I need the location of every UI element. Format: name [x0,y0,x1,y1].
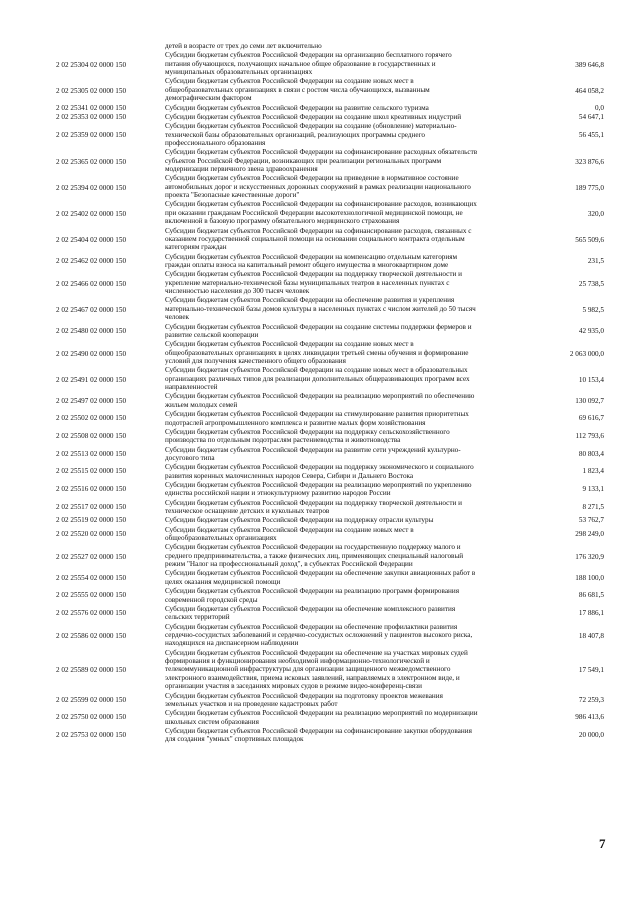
description-line: земельных участков и на проведение кадастровых работ [165,699,338,708]
description-line: Субсидии бюджетам субъектов Российской Федерации на создание системы поддержки фермеров и [165,322,472,331]
description-line: условий для получения качественного общего образования [165,357,346,365]
budget-code: 2 02 25305 02 0000 150 [56,86,127,95]
description-line: общеобразовательных организациях в связи с ростом числа обучающихся, вызванным [165,85,430,94]
description-line: Субсидии бюджетам субъектов Российской Федерации на создание новых мест в [165,340,414,349]
description-line: Субсидии бюджетам субъектов Российской Федерации на создание новых мест в [165,77,414,86]
description-line: Субсидии бюджетам субъектов Российской Федерации на софинансирование расходов, связанных с [165,226,472,235]
description-line: муниципальных образовательных организациях [165,68,313,77]
description-line: жильем молодых семей [165,400,238,409]
description-line: Субсидии бюджетам субъектов Российской Федерации на подготовку проектов межевания [165,691,443,700]
description-line: питания обучающихся, получающих начальное общее образование в государственных и [165,59,436,68]
table-row [0,709,640,726]
description-line: Субсидии бюджетам субъектов Российской Федерации на организацию бесплатного горячего [165,51,452,60]
budget-code: 2 02 25404 02 0000 150 [56,235,127,244]
table-row [0,51,640,76]
page-number: 7 [599,836,606,851]
description-line: Субсидии бюджетам субъектов Российской Федерации на обеспечение на участках мировых судей [165,648,468,657]
amount-value: 9 133,1 [582,485,604,494]
budget-code: 2 02 25508 02 0000 150 [56,431,127,440]
table-row [0,428,640,445]
amount-value: 54 647,1 [578,112,604,121]
amount-value: 72 259,3 [578,695,604,704]
budget-code: 2 02 25753 02 0000 150 [56,731,127,740]
budget-code: 2 02 25513 02 0000 150 [56,449,127,458]
table-row [0,366,640,391]
row-description [165,296,537,321]
budget-code: 2 02 25467 02 0000 150 [56,305,127,314]
description-line: оказанием государственной социальной помощи на основании социального контракта отдельным [165,234,465,243]
table-row [0,410,640,427]
description-line: находящихся на диспансерном наблюдении [165,639,299,648]
description-line: производства по отдельным подотраслям растениеводства и животноводства [165,436,401,445]
description-line: Субсидии бюджетам субъектов Российской Федерации на софинансирование расходных обязательств [165,148,478,157]
description-line: профессионального образования [165,138,266,147]
table-row [0,481,640,498]
table-row [0,516,640,524]
description-line: современной городской среды [165,595,258,604]
table-row [0,77,640,102]
row-description [165,605,537,622]
description-line: развитие сельской кооперации [165,330,259,339]
amount-value: 112 793,6 [575,431,604,440]
budget-code: 2 02 25516 02 0000 150 [56,485,127,494]
description-line: Субсидии бюджетам субъектов Российской Федерации на поддержку творческой деятельности и [165,270,462,279]
amount-value: 298 249,0 [575,529,604,538]
description-line: при оказании гражданам Российской Федерации высокотехнологичной медицинской помощи, не [165,208,463,217]
budget-code: 2 02 25466 02 0000 150 [56,279,127,288]
amount-value: 56 455,1 [578,131,604,140]
description-line: развития коренных малочисленных народов Севера, Сибири и Дальнего Востока [165,471,414,480]
row-description [165,77,537,102]
budget-code: 2 02 25517 02 0000 150 [56,502,127,511]
row-description [165,42,537,50]
budget-code: 2 02 25359 02 0000 150 [56,131,127,140]
table-row [0,42,640,50]
table-row [0,587,640,604]
description-line: материально-технической базы домов культуры в населенных пунктах с числом жителей до 50 тысяч [165,304,476,313]
table-row [0,104,640,112]
description-line: Субсидии бюджетам субъектов Российской Федерации на создание новых мест в образовательных [165,366,468,375]
table-row [0,270,640,295]
budget-code: 2 02 25353 02 0000 150 [56,112,127,121]
budget-code: 2 02 25304 02 0000 150 [56,60,127,69]
row-description [165,51,537,76]
description-line: общеобразовательных организациях [165,534,277,542]
budget-code: 2 02 25554 02 0000 150 [56,573,127,582]
description-line: Субсидии бюджетам субъектов Российской Федерации на софинансирование расходов, возникающих [165,200,477,209]
description-line: школьных систем образования [165,717,259,726]
amount-value: 17 549,1 [578,666,604,675]
budget-code: 2 02 25599 02 0000 150 [56,695,127,704]
table-row [0,122,640,147]
row-description [165,692,537,709]
description-line: технической базы образовательных организаций, реализующих программы среднего [165,130,425,139]
budget-code: 2 02 25341 02 0000 150 [56,103,127,112]
description-line: Субсидии бюджетам субъектов Российской Федерации на поддержку творческой деятельности и [165,498,462,507]
row-description [165,623,537,648]
amount-value: 565 509,6 [575,235,604,244]
row-description [165,463,537,480]
row-description [165,323,537,340]
description-line: Субсидии бюджетам субъектов Российской Федерации на развитие сети учреждений культурно- [165,445,461,454]
description-line: автомобильных дорог и искусственных дорожных сооружений в рамках реализации национального [165,182,471,191]
budget-code: 2 02 25750 02 0000 150 [56,713,127,722]
table-row [0,296,640,321]
amount-value: 5 982,5 [582,305,604,314]
description-line: Субсидии бюджетам субъектов Российской Федерации на реализацию мероприятий по модернизации [165,709,478,718]
budget-code: 2 02 25365 02 0000 150 [56,157,127,166]
row-description [165,516,537,524]
amount-value: 323 876,6 [575,157,604,166]
table-row [0,543,640,568]
amount-value: 8 271,5 [582,502,604,511]
description-line: Субсидии бюджетам субъектов Российской Федерации на реализацию мероприятий по укреплению [165,480,472,489]
description-line: Субсидии бюджетам субъектов Российской Федерации на обеспечение комплексного развития [165,604,456,613]
description-line: Субсидии бюджетам субъектов Российской Федерации на обеспечение профилактики развития [165,622,458,631]
table-row [0,113,640,121]
table-row [0,392,640,409]
budget-code: 2 02 25502 02 0000 150 [56,414,127,423]
amount-value: 130 092,7 [575,396,604,405]
budget-code: 2 02 25520 02 0000 150 [56,529,127,538]
description-line: среднего предпринимательства, а также физических лиц, применяющих специальный налоговый [165,551,464,560]
row-description [165,253,537,270]
description-line: Субсидии бюджетам субъектов Российской Федерации на развитие сельского туризма [165,103,429,112]
table-row [0,569,640,586]
row-description [165,148,537,173]
description-line: Субсидии бюджетам субъектов Российской Федерации на создание школ креативных индустрий [165,112,462,121]
row-description [165,113,537,121]
budget-code: 2 02 25462 02 0000 150 [56,256,127,265]
description-line: сельских территорий [165,613,230,622]
description-line: направленностей [165,383,218,392]
amount-value: 986 413,6 [575,713,604,722]
description-line: включенной в базовую программу обязательного медицинского страхования [165,217,400,226]
row-description [165,481,537,498]
amount-value: 10 153,4 [578,375,604,384]
description-line: Субсидии бюджетам субъектов Российской Федерации на государственную поддержку малого и [165,543,461,552]
row-description [165,104,537,112]
table-row [0,499,640,516]
row-description [165,174,537,199]
table-row [0,174,640,199]
table-row [0,526,640,543]
amount-value: 2 063 000,0 [569,349,604,358]
description-line: численностью населения до 300 тысяч человек [165,287,310,296]
amount-value: 0,0 [595,103,604,112]
description-line: Субсидии бюджетам субъектов Российской Федерации на компенсацию отдельным категориям [165,252,458,261]
table-row [0,227,640,252]
description-line: граждан оплаты взноса на капитальный ремонт общего имущества в многоквартирном доме [165,261,449,269]
row-description [165,446,537,463]
description-line: единства российской нации и этнокультурному развитию народов России [165,489,391,498]
description-line: формирования и функционирования необходимой информационно-технологической и [165,657,430,665]
row-description [165,340,537,365]
row-description [165,122,537,147]
row-description [165,366,537,391]
description-line: общеобразовательных организациях в целях ликвидации третьей смены обучения и формирование [165,348,469,357]
row-description [165,727,537,744]
amount-value: 18 407,8 [578,631,604,640]
description-line: Субсидии бюджетам субъектов Российской Федерации на стимулирование развития приоритетных [165,410,469,419]
description-line: Субсидии бюджетам субъектов Российской Федерации на обеспечение развития и укрепления [165,296,455,305]
description-line: модернизации первичного звена здравоохранения [165,165,318,173]
row-description [165,587,537,604]
amount-value: 86 681,5 [578,591,604,600]
description-line: режим "Налог на профессиональный доход", в субъектах Российской Федерации [165,560,413,569]
amount-value: 80 803,4 [578,449,604,458]
row-description [165,392,537,409]
amount-value: 42 935,0 [578,326,604,335]
table-row [0,649,640,691]
description-line: проекта "Безопасные качественные дороги" [165,191,300,200]
description-line: телекоммуникационной инфраструктуры для организации защищенного межведомственного [165,665,451,674]
description-line: сердечно-сосудистых заболеваний и сердечно-сосудистых осложнений у пациентов высокого риска, [165,630,473,639]
description-line: электронного взаимодействия, приема исковых заявлений, направляемых в электронном виде, и [165,673,460,682]
description-line: субъектов Российской Федерации, возникающих при реализации региональных программ [165,156,442,165]
description-line: подотраслей агропромышленного комплекса и развитие малых форм хозяйствования [165,418,426,427]
budget-code: 2 02 25576 02 0000 150 [56,608,127,617]
row-description [165,649,537,691]
amount-value: 320,0 [587,209,604,218]
amount-value: 189 775,0 [575,183,604,192]
description-line: человек [165,313,190,322]
table-row [0,605,640,622]
table-row [0,463,640,480]
table-row [0,623,640,648]
amount-value: 25 738,5 [578,279,604,288]
row-description [165,543,537,568]
budget-code: 2 02 25402 02 0000 150 [56,209,127,218]
budget-code: 2 02 25555 02 0000 150 [56,591,127,600]
row-description [165,428,537,445]
amount-value: 53 762,7 [578,516,604,525]
table-row [0,692,640,709]
row-description [165,569,537,586]
amount-value: 69 616,7 [578,414,604,423]
budget-code: 2 02 25515 02 0000 150 [56,467,127,476]
description-line: укрепление материально-технической базы муниципальных театров в населенных пунктах с [165,278,450,287]
description-line: организациях различных типов для реализации дополнительных общеразвивающих программ всех [165,374,470,383]
budget-code: 2 02 25497 02 0000 150 [56,396,127,405]
table-row [0,446,640,463]
budget-code: 2 02 25394 02 0000 150 [56,183,127,192]
row-description [165,200,537,225]
description-line: Субсидии бюджетам субъектов Российской Федерации на софинансирование закупки оборудования [165,726,472,735]
description-line: Субсидии бюджетам субъектов Российской Федерации на реализацию программ формирования [165,587,460,596]
description-line: целях оказания медицинской помощи [165,577,281,586]
row-description [165,410,537,427]
budget-code: 2 02 25527 02 0000 150 [56,552,127,561]
row-description [165,227,537,252]
budget-code: 2 02 25491 02 0000 150 [56,375,127,384]
description-line: Субсидии бюджетам субъектов Российской Федерации на поддержку сельскохозяйственного [165,427,450,436]
amount-value: 188 100,0 [575,573,604,582]
description-line: техническое оснащение детских и кукольных театров [165,507,330,515]
description-line: Субсидии бюджетам субъектов Российской Федерации на поддержку отрасли культуры [165,516,434,525]
budget-code: 2 02 25586 02 0000 150 [56,631,127,640]
amount-value: 1 823,4 [582,467,604,476]
budget-code: 2 02 25480 02 0000 150 [56,326,127,335]
row-description [165,526,537,543]
amount-value: 231,5 [587,256,604,265]
amount-value: 17 886,1 [578,608,604,617]
amount-value: 464 058,2 [575,86,604,95]
table-row [0,340,640,365]
amount-value: 389 646,8 [575,60,604,69]
amount-value: 20 000,0 [578,731,604,740]
amount-value: 176 320,9 [575,552,604,561]
row-description [165,499,537,516]
description-line: демографическим фактором [165,94,252,103]
budget-code: 2 02 25490 02 0000 150 [56,349,127,358]
budget-code: 2 02 25589 02 0000 150 [56,666,127,675]
description-line: Субсидии бюджетам субъектов Российской Федерации на поддержку экономического и социального [165,463,474,472]
table-row [0,200,640,225]
description-line: досугового типа [165,453,215,462]
description-line: Субсидии бюджетам субъектов Российской Федерации на приведение в нормативное состояние [165,174,459,183]
table-row [0,727,640,744]
description-line: организации участия в заседаниях мировых судов в режиме видео-конференц-связи [165,682,422,691]
table-row [0,323,640,340]
description-line: детей в возрасте от трех до семи лет включительно [165,42,322,50]
row-description [165,709,537,726]
description-line: категориям граждан [165,243,227,252]
row-description [165,270,537,295]
table-row [0,148,640,173]
description-line: Субсидии бюджетам субъектов Российской Федерации на создание новых мест в [165,525,414,534]
table-row [0,253,640,270]
description-line: Субсидии бюджетам субъектов Российской Федерации на обеспечение закупки авиационных работ в [165,569,476,578]
budget-code: 2 02 25519 02 0000 150 [56,516,127,525]
description-line: для создания "умных" спортивных площадок [165,735,304,744]
description-line: Субсидии бюджетам субъектов Российской Федерации на реализацию мероприятий по обеспечению [165,392,475,401]
description-line: Субсидии бюджетам субъектов Российской Федерации на создание (обновление) материально- [165,122,457,131]
